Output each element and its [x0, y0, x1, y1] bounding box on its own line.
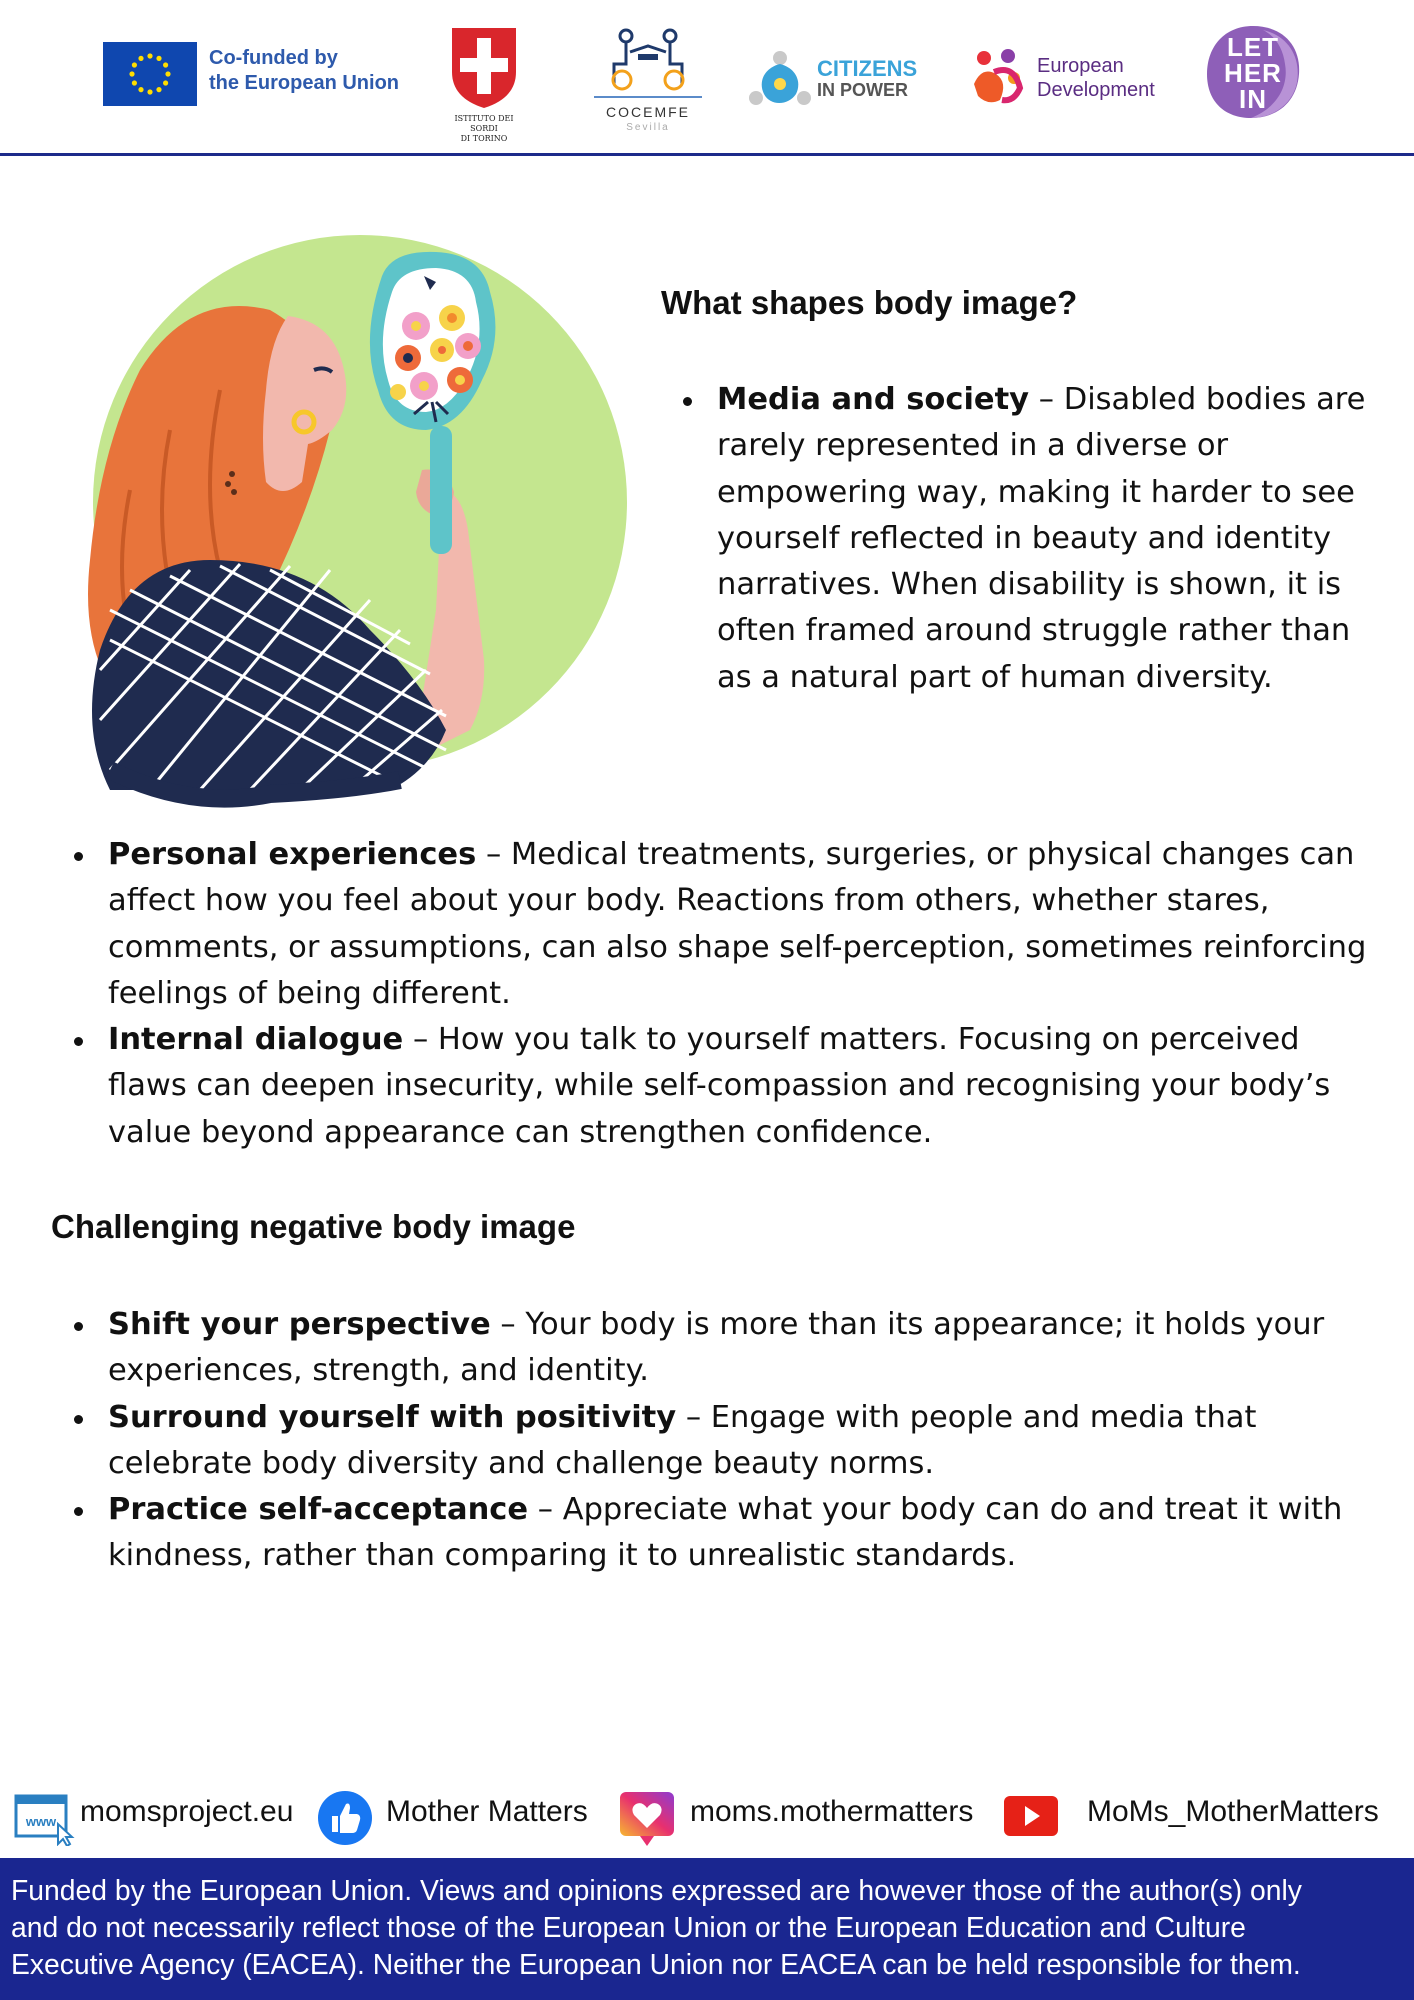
eurodev-figures-icon: [964, 44, 1030, 110]
shapes-list-bottom: [108, 832, 1370, 1156]
eu-stars-icon: [103, 42, 197, 106]
list-item: [108, 1487, 1378, 1580]
eurodev-label-line1: European: [1037, 55, 1124, 77]
item-text: – Medical treatments, surgeries, or physical changes can affect how you feel about your body. Reactions from others, whether stares, comments, or assumptions, can also shape self-perception, sometimes reinforcing feelings of being different.: [108, 837, 1367, 1011]
partner-logos-header: [0, 0, 1414, 153]
social-links-row: [0, 1786, 1414, 1846]
eu-flag-logo: [103, 42, 197, 106]
disclaimer-line2: and do not necessarily reflect those of the European Union or the European Education and Culture: [11, 1911, 1246, 1943]
let-her-in-logo: [1203, 24, 1303, 120]
bullet-dot: [683, 397, 692, 406]
instagram-link[interactable]: moms.mothermatters: [690, 1795, 974, 1828]
list-item: [108, 1302, 1378, 1395]
cocemfe-sublabel: Sevilla: [626, 122, 670, 133]
mirror-handle: [430, 426, 452, 554]
woman-with-mirror-illustration: [70, 230, 630, 810]
disclaimer-line1: Funded by the European Union. Views and opinions expressed are however those of the author(s) only: [11, 1874, 1302, 1906]
bullet-dot: [74, 1322, 83, 1331]
item-term: Internal dialogue: [108, 1022, 404, 1058]
citizens-label-line2: IN POWER: [817, 80, 909, 100]
european-development-logo: [964, 44, 1184, 110]
eurodev-label: [1037, 54, 1155, 102]
torino-label: [446, 114, 522, 144]
funding-disclaimer-footer: [0, 1858, 1414, 2000]
youtube-icon[interactable]: [1002, 1790, 1060, 1844]
challenge-list: [108, 1302, 1378, 1580]
item-text: – Appreciate what your body can do and treat it with kindness, rather than comparing it to unrealistic standards.: [108, 1492, 1343, 1574]
shapes-list-top: [717, 377, 1382, 701]
torino-label-line2: DI TORINO: [460, 134, 508, 143]
item-text: – How you talk to yourself matters. Focusing on perceived flaws can deepen insecurity, while self-compassion and recognising your body’s value beyond appearance can strengthen confidence.: [108, 1022, 1331, 1150]
eu-cofunded-label: [209, 46, 399, 96]
red-cross-shield-icon: [446, 24, 522, 110]
let-her-in-line3: IN: [1239, 84, 1267, 114]
youtube-link[interactable]: MoMs_MotherMatters: [1087, 1795, 1379, 1828]
bullet-dot: [74, 1037, 83, 1046]
header-divider: [0, 153, 1414, 156]
item-text: – Your body is more than its appearance; it holds your experiences, strength, and identity.: [108, 1307, 1325, 1389]
website-icon[interactable]: [14, 1790, 76, 1850]
disclaimer-line3: Executive Agency (EACEA). Neither the European Union nor EACEA can be held responsible for them.: [11, 1948, 1301, 1980]
eu-label-line2: the European Union: [209, 72, 399, 94]
instagram-heart-icon[interactable]: [618, 1790, 676, 1852]
cocemfe-divider: [594, 96, 702, 98]
torino-label-line1: ISTITUTO DEI SORDI: [454, 114, 514, 133]
facebook-link[interactable]: Mother Matters: [386, 1795, 588, 1828]
bullet-dot: [74, 852, 83, 861]
facebook-like-icon[interactable]: [316, 1790, 374, 1850]
cocemfe-people-icon: [592, 24, 704, 94]
item-text: – Engage with people and media that celebrate body diversity and challenge beauty norms.: [108, 1399, 1257, 1481]
item-term: Practice self-acceptance: [108, 1492, 529, 1528]
eurodev-label-line2: Development: [1037, 79, 1155, 101]
item-term: Personal experiences: [108, 837, 477, 872]
section-heading-challenging: Challenging negative body image: [51, 1208, 576, 1245]
citizens-label-line1: CITIZENS: [817, 56, 918, 81]
cocemfe-sevilla-logo: [592, 24, 704, 140]
item-text: – Disabled bodies are rarely represented in a diverse or empowering way, making it harder to see yourself reflected in beauty and identity narratives. When disability is shown, it is often framed around struggle rather than as a natural part of human diversity.: [717, 382, 1366, 695]
istituto-sordi-torino-logo: [446, 24, 522, 143]
let-her-in-label: [1211, 34, 1295, 112]
citizens-flower-icon: [744, 46, 816, 118]
disclaimer-text: [11, 1872, 1411, 1983]
item-term: Shift your perspective: [108, 1307, 491, 1342]
citizens-in-power-logo: [744, 46, 924, 118]
list-item: [108, 832, 1370, 1017]
item-term: Surround yourself with positivity: [108, 1399, 677, 1435]
eu-label-line1: Co-funded by: [209, 47, 338, 69]
item-term: Media and society: [717, 382, 1030, 417]
list-item: [717, 377, 1382, 701]
section-heading-what-shapes: What shapes body image?: [661, 284, 1078, 321]
bullet-dot: [74, 1415, 83, 1424]
cocemfe-label: COCEMFE: [606, 104, 690, 120]
website-icon-label: www: [25, 1814, 57, 1829]
website-link[interactable]: momsproject.eu: [80, 1795, 294, 1828]
let-her-in-line1: LET: [1226, 32, 1280, 62]
let-her-in-line2: HER: [1224, 58, 1282, 88]
list-item: [108, 1017, 1370, 1156]
list-item: [108, 1395, 1378, 1488]
bullet-dot: [74, 1507, 83, 1516]
